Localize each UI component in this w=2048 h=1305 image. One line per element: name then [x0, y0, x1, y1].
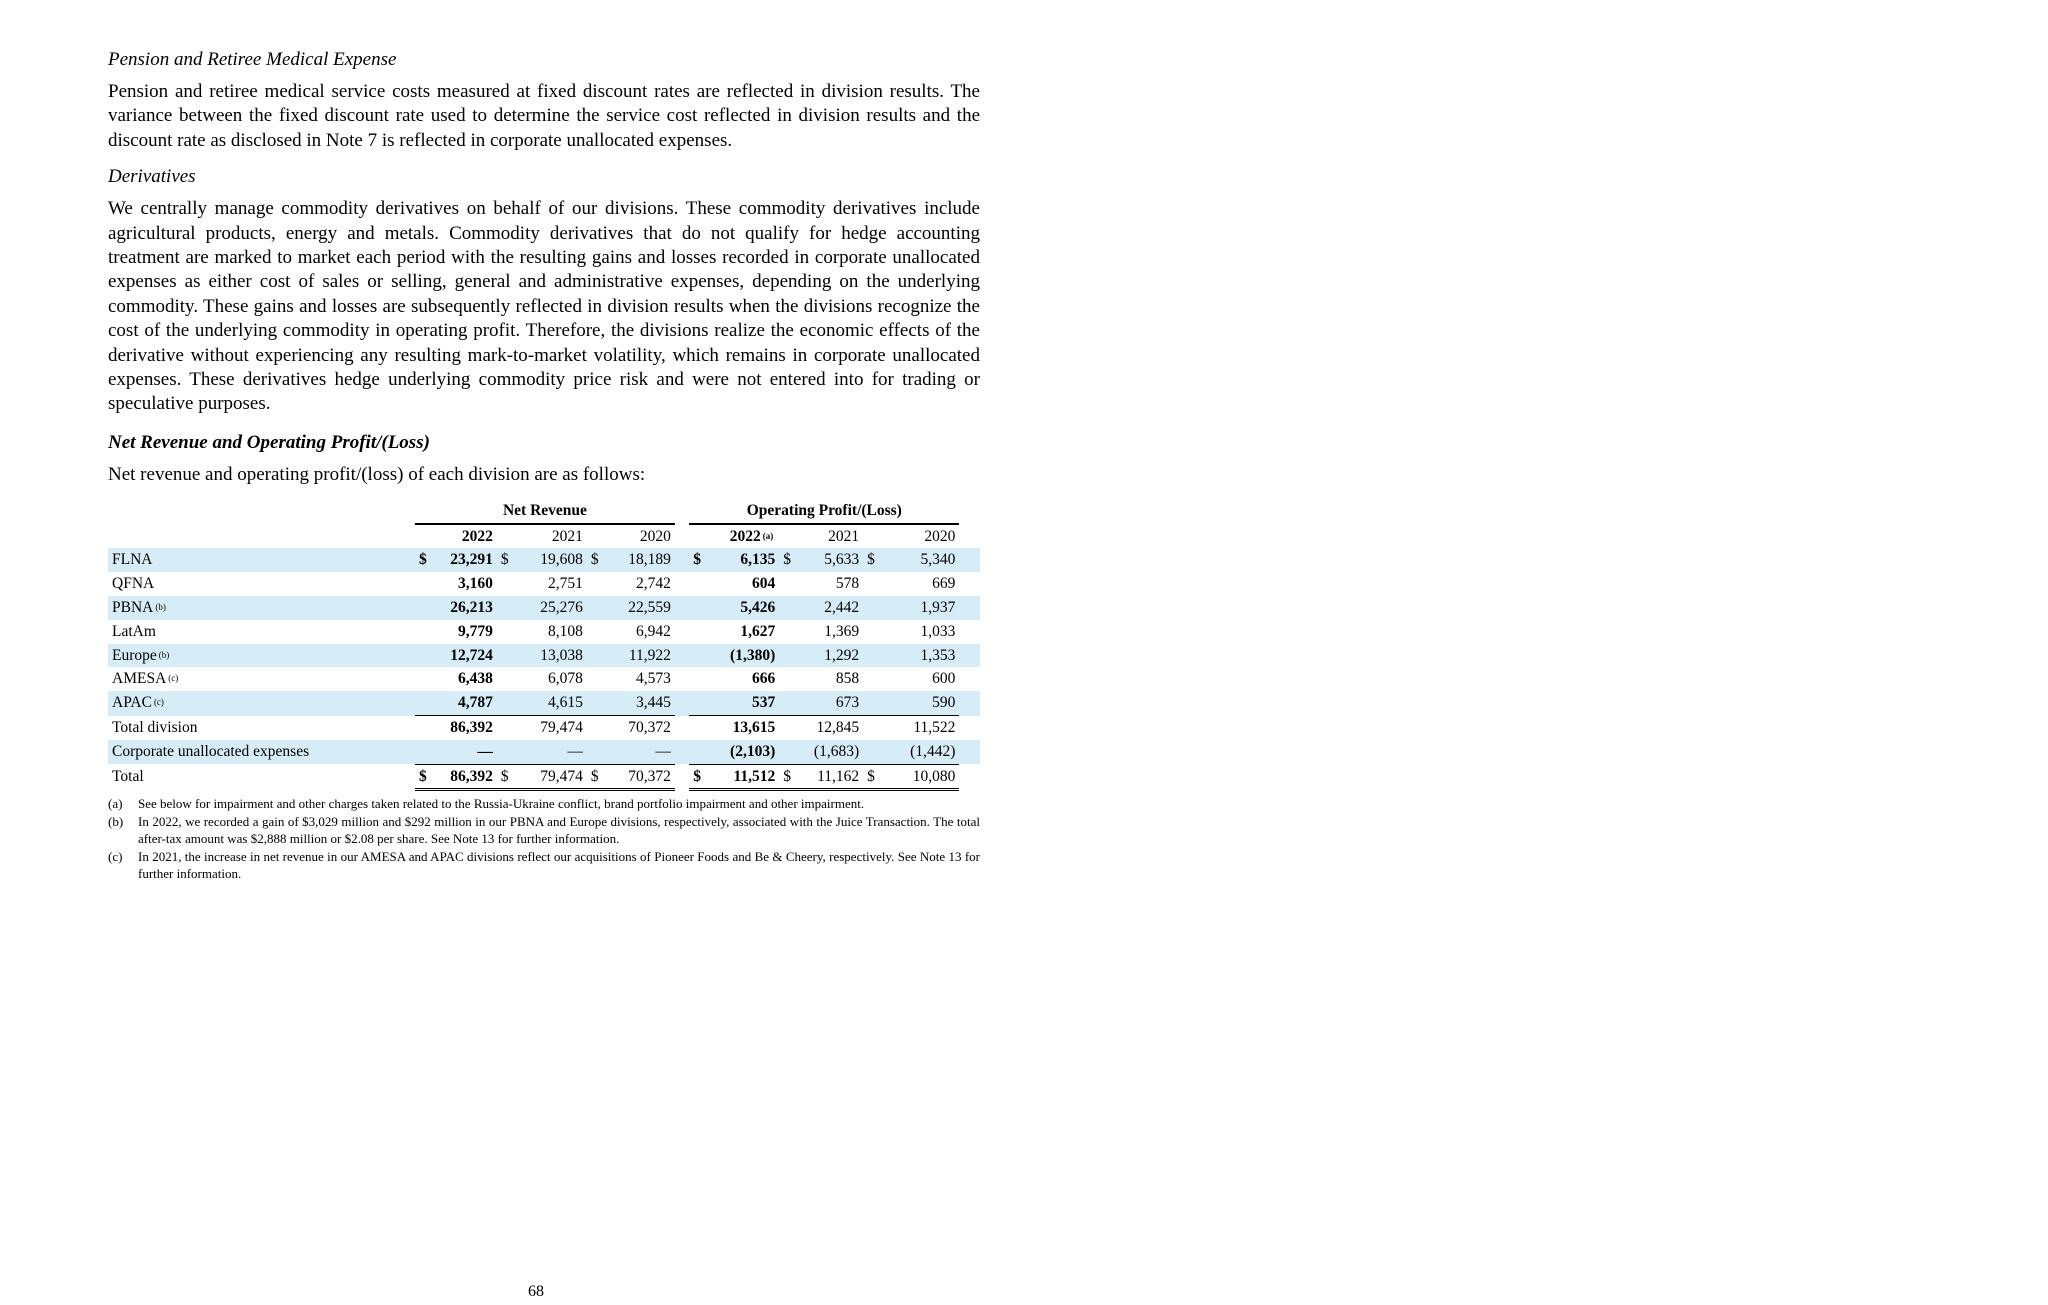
footnotes: [108, 795, 980, 882]
table-cell: 604: [751, 575, 776, 593]
derivatives-heading: Derivatives: [108, 166, 196, 188]
year-header: 2021: [779, 524, 863, 549]
table-cell: 13,615: [708, 716, 780, 740]
net-revenue-intro: Net revenue and operating profit/(loss) of each division are as follows:: [108, 463, 646, 485]
table-cell: 6,942: [636, 622, 671, 640]
table-cell: 6,078: [548, 670, 583, 688]
table-cell: 11,922: [605, 644, 675, 668]
table-cell: 26,213: [431, 596, 496, 620]
table-cell: 1,292: [798, 644, 863, 668]
table-cell: 5,633: [798, 548, 863, 572]
currency-symbol: [689, 667, 707, 691]
spacer: [675, 667, 689, 691]
spacer: [959, 764, 980, 790]
table-group-header-row: [108, 499, 980, 524]
currency-symbol: $: [689, 764, 707, 790]
table-cell: 5,426: [708, 596, 780, 620]
row-label: [108, 764, 415, 790]
currency-symbol: [415, 596, 431, 620]
currency-symbol: [863, 572, 881, 596]
row-label-text: Corporate unallocated expenses: [112, 742, 310, 760]
table-cell: 19,608: [515, 548, 587, 572]
currency-symbol: [497, 596, 515, 620]
spacer: [675, 691, 689, 715]
currency-symbol: $: [863, 764, 881, 790]
spacer: [959, 644, 980, 668]
table-cell: 1,937: [882, 596, 960, 620]
page-number: 68: [528, 1283, 544, 1300]
footnote-text: In 2022, we recorded a gain of $3,029 million and $292 million in our PBNA and Europe divisions, respectively, associated with the Juice Transaction. The total after-tax amount was $2,888 million or $2.08 per share. See Note 13 for further information.: [138, 814, 980, 847]
currency-symbol: [587, 572, 605, 596]
spacer: [675, 764, 689, 790]
currency-symbol: [587, 667, 605, 691]
currency-symbol: [779, 691, 797, 715]
table-cell: 12,724: [431, 644, 496, 668]
table-cell: —: [515, 740, 587, 764]
table-cell: 666: [751, 670, 776, 688]
row-label-text: PBNA: [112, 598, 154, 616]
spacer: [959, 572, 980, 596]
spacer: [959, 548, 980, 572]
currency-symbol: [863, 596, 881, 620]
table-cell: 11,522: [882, 716, 960, 740]
row-label: [108, 620, 415, 644]
table-cell: (2,103): [708, 740, 780, 764]
footnote-text: See below for impairment and other charges taken related to the Russia-Ukraine conflict, brand portfolio impairment and other impairment.: [138, 796, 865, 812]
spacer: [959, 691, 980, 715]
currency-symbol: $: [497, 548, 515, 572]
currency-symbol: [689, 644, 707, 668]
table-cell: 10,080: [882, 764, 960, 790]
table-cell: 12,845: [798, 716, 863, 740]
spacer: [959, 667, 980, 691]
spacer: [959, 596, 980, 620]
table-cell: 22,559: [605, 596, 675, 620]
currency-symbol: [587, 691, 605, 715]
table-cell: 9,779: [457, 622, 493, 640]
row-label: [108, 740, 415, 764]
table-cell: 23,291: [431, 548, 496, 572]
division-results-table: [108, 499, 980, 792]
currency-symbol: [779, 667, 797, 691]
table-cell: 2,442: [798, 596, 863, 620]
currency-symbol: [863, 716, 881, 740]
table-row: [108, 764, 980, 790]
currency-symbol: [497, 691, 515, 715]
currency-symbol: [863, 644, 881, 668]
table-cell: 13,038: [515, 644, 587, 668]
table-cell: 5,340: [882, 548, 960, 572]
row-label: [108, 596, 415, 620]
spacer: [675, 716, 689, 740]
currency-symbol: [863, 740, 881, 764]
table-row: [108, 572, 980, 596]
footnote-mark: (c): [108, 849, 123, 865]
table-cell: 6,135: [708, 548, 780, 572]
currency-symbol: $: [863, 548, 881, 572]
table-cell: 673: [798, 691, 863, 715]
table-cell: (1,380): [708, 644, 780, 668]
row-label-text: AMESA: [112, 670, 167, 688]
table-cell: 578: [835, 575, 860, 593]
row-label: [108, 548, 415, 572]
table-cell: 6,438: [457, 670, 493, 688]
table-cell: —: [605, 740, 675, 764]
table-row: [108, 644, 980, 668]
row-label: [108, 716, 415, 740]
currency-symbol: [689, 572, 707, 596]
spacer: [675, 572, 689, 596]
currency-symbol: [415, 572, 431, 596]
footnote-text: In 2021, the increase in net revenue in our AMESA and APAC divisions reflect our acquisitions of Pioneer Foods and Be & Cheery, respectively. See Note 13 for further information.: [138, 849, 980, 882]
row-label-text: Total: [112, 768, 144, 786]
currency-symbol: [779, 644, 797, 668]
table-year-header-row: [108, 524, 980, 549]
table-cell: 4,615: [515, 691, 587, 715]
currency-symbol: [497, 740, 515, 764]
table-row: [108, 620, 980, 644]
table-cell: 600: [932, 670, 956, 688]
operating-profit-header: Operating Profit/(Loss): [746, 501, 902, 519]
footnote-ref: (c): [153, 697, 164, 708]
footnote: [108, 813, 980, 847]
table-cell: 86,392: [431, 716, 496, 740]
currency-symbol: [497, 620, 515, 644]
currency-symbol: [497, 667, 515, 691]
table-cell: 18,189: [605, 548, 675, 572]
currency-symbol: [689, 716, 707, 740]
currency-symbol: $: [689, 548, 707, 572]
footnote-mark: (b): [108, 814, 124, 830]
currency-symbol: [779, 572, 797, 596]
currency-symbol: [415, 691, 431, 715]
row-label: [108, 691, 415, 715]
table-cell: 3,445: [605, 691, 675, 715]
table-cell: (1,683): [798, 740, 863, 764]
currency-symbol: [779, 716, 797, 740]
row-label-text: Total division: [112, 718, 198, 736]
year-header: 2022: [415, 524, 497, 549]
table-cell: 1,353: [882, 644, 960, 668]
currency-symbol: [689, 620, 707, 644]
spacer: [959, 740, 980, 764]
row-label-text: FLNA: [112, 551, 153, 569]
row-label-text: LatAm: [112, 622, 156, 640]
currency-symbol: [689, 596, 707, 620]
footnote-ref: (b): [158, 649, 170, 660]
table-cell: 1,369: [824, 622, 860, 640]
table-cell: 79,474: [515, 764, 587, 790]
table-cell: —: [431, 740, 496, 764]
table-cell: 86,392: [431, 764, 496, 790]
currency-symbol: [587, 596, 605, 620]
footnote-ref: (a): [762, 530, 774, 541]
footnote-ref: (b): [155, 601, 166, 612]
row-label-text: QFNA: [112, 575, 155, 593]
spacer: [675, 596, 689, 620]
currency-symbol: [779, 620, 797, 644]
table-cell: 2,742: [636, 575, 671, 593]
table-cell: 1,033: [920, 622, 956, 640]
currency-symbol: [779, 596, 797, 620]
spacer: [959, 716, 980, 740]
net-revenue-header: Net Revenue: [502, 501, 587, 519]
year-header: 2020: [863, 524, 959, 549]
table-row: [108, 548, 980, 572]
currency-symbol: $: [415, 548, 431, 572]
currency-symbol: [497, 644, 515, 668]
table-cell: 669: [932, 575, 956, 593]
table-cell: 537: [708, 691, 780, 715]
currency-symbol: [415, 740, 431, 764]
table-cell: 858: [835, 670, 860, 688]
table-cell: 25,276: [515, 596, 587, 620]
currency-symbol: $: [587, 764, 605, 790]
table-cell: 2,751: [548, 575, 583, 593]
table-row: [108, 667, 980, 691]
spacer: [675, 740, 689, 764]
spacer: [675, 620, 689, 644]
table-cell: 11,512: [708, 764, 780, 790]
table-cell: 4,787: [431, 691, 496, 715]
spacer: [959, 620, 980, 644]
currency-symbol: [587, 644, 605, 668]
page-content: [108, 48, 980, 883]
currency-symbol: [779, 740, 797, 764]
currency-symbol: $: [779, 548, 797, 572]
year-header: 2021: [497, 524, 587, 549]
spacer: [675, 644, 689, 668]
table-row: [108, 740, 980, 764]
table-row: [108, 691, 980, 715]
currency-symbol: [497, 716, 515, 740]
footnote: [108, 795, 980, 812]
row-label: [108, 644, 415, 668]
year-header-label: 2022: [729, 527, 761, 545]
net-revenue-heading: Net Revenue and Operating Profit/(Loss): [108, 431, 430, 453]
pension-paragraph: Pension and retiree medical service costs measured at fixed discount rates are reflected in division results. The variance between the fixed discount rate used to determine the service cost reflected in division results and the discount rate as disclosed in Note 7 is reflected in corporate unallocated expenses.: [108, 81, 980, 151]
currency-symbol: $: [497, 764, 515, 790]
currency-symbol: [415, 667, 431, 691]
table-cell: 3,160: [457, 575, 493, 593]
table-cell: 4,573: [636, 670, 671, 688]
footnote: [108, 848, 980, 882]
table-cell: 1,627: [740, 622, 776, 640]
table-cell: 70,372: [605, 716, 675, 740]
derivatives-paragraph: We centrally manage commodity derivatives on behalf of our divisions. These commodity derivatives include agricultural products, energy and metals. Commodity derivatives that do not qualify for hedge accounting treatment are marked to market each period with the resulting gains and losses recorded in corporate unallocated expenses as either cost of sales or selling, general and administrative expenses, depending on the underlying commodity. These gains and losses are subsequently reflected in division results when the divisions recognize the cost of the underlying commodity in operating profit. Therefore, the divisions realize the economic effects of the derivative without experiencing any resulting mark-to-market volatility, which remains in corporate unallocated expenses. These derivatives hedge underlying commodity price risk and were not entered into for trading or speculative purposes.: [108, 198, 980, 415]
table-row: [108, 596, 980, 620]
currency-symbol: $: [779, 764, 797, 790]
footnote-ref: (c): [168, 673, 179, 684]
row-label: [108, 667, 415, 691]
currency-symbol: [863, 691, 881, 715]
currency-symbol: $: [587, 548, 605, 572]
currency-symbol: [587, 620, 605, 644]
currency-symbol: [863, 620, 881, 644]
row-label-text: Europe: [112, 646, 157, 664]
table-cell: 79,474: [515, 716, 587, 740]
year-header: 2020: [587, 524, 675, 549]
row-label-text: APAC: [112, 694, 152, 712]
pension-heading: Pension and Retiree Medical Expense: [108, 49, 397, 70]
currency-symbol: [863, 667, 881, 691]
currency-symbol: [415, 716, 431, 740]
table-cell: 590: [882, 691, 960, 715]
table-cell: (1,442): [882, 740, 960, 764]
year-header: [689, 524, 779, 549]
spacer: [675, 548, 689, 572]
currency-symbol: [587, 716, 605, 740]
currency-symbol: [689, 740, 707, 764]
currency-symbol: $: [415, 764, 431, 790]
table-cell: 11,162: [798, 764, 863, 790]
table-cell: 8,108: [548, 622, 583, 640]
currency-symbol: [415, 644, 431, 668]
table-row: [108, 716, 980, 740]
currency-symbol: [497, 572, 515, 596]
footnote-mark: (a): [108, 796, 123, 812]
currency-symbol: [415, 620, 431, 644]
row-label: [108, 572, 415, 596]
currency-symbol: [689, 691, 707, 715]
table-cell: 70,372: [605, 764, 675, 790]
currency-symbol: [587, 740, 605, 764]
